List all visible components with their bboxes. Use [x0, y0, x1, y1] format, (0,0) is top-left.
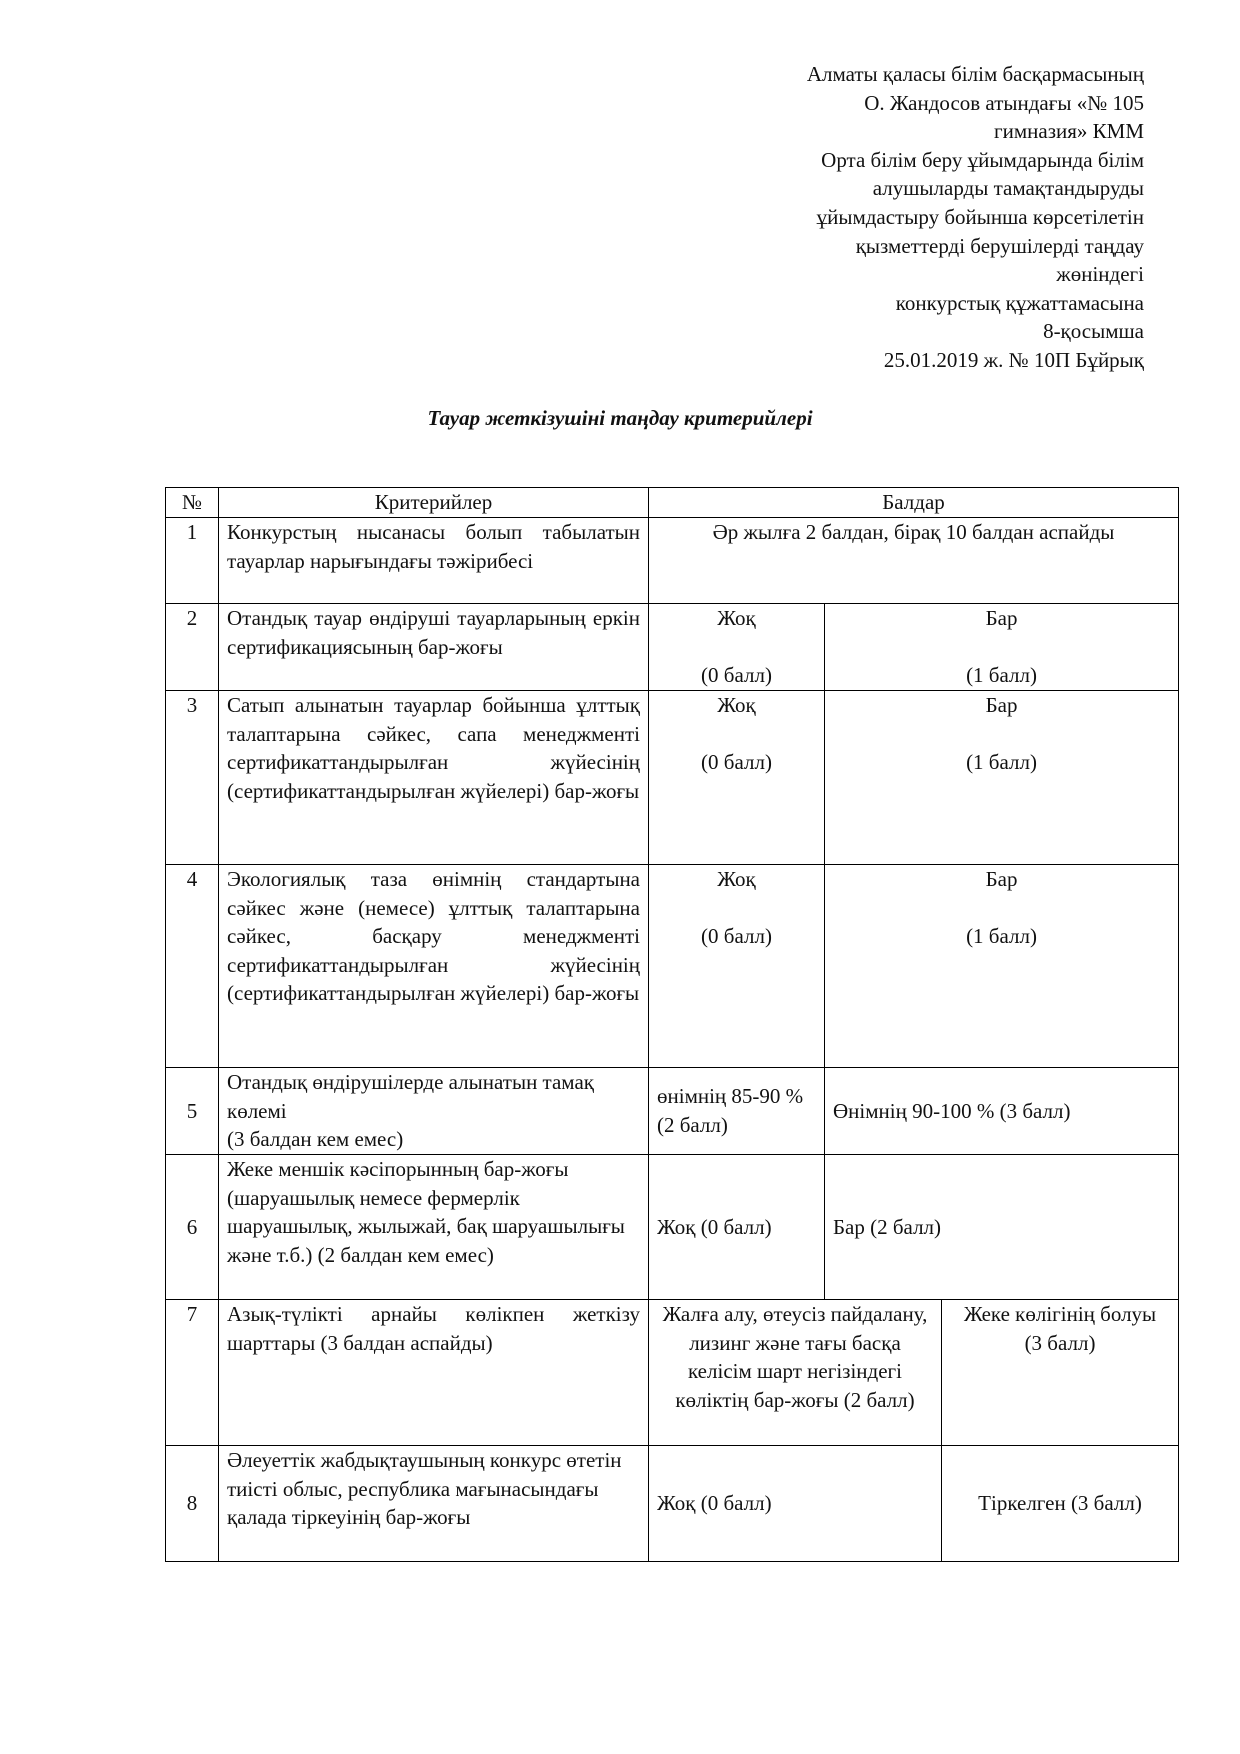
score-yes-label: Бар	[985, 867, 1018, 891]
score-option-b: Өнімнің 90-100 % (3 балл)	[825, 1068, 1179, 1155]
header-line: конкурстық құжаттамасына	[895, 290, 1144, 315]
criteria-cell: Азық-түлікті арнайы көлікпен жеткізу шарттары (3 балдан аспайды)	[219, 1300, 649, 1446]
header-line: 25.01.2019 ж. № 10П Бұйрық	[883, 347, 1144, 372]
header-points: Балдар	[649, 488, 1179, 518]
criteria-cell: Әлеуеттік жабдықтаушының конкурс өтетін тиісті облыс, республика мағынасындағы қалада тіркеуінің бар-жоғы	[219, 1446, 649, 1562]
score-option-b: Бар (2 балл)	[825, 1155, 1179, 1300]
score-no-cell	[649, 691, 825, 865]
score-yes-points: (1 балл)	[966, 663, 1037, 688]
score-no-points: (0 балл)	[701, 924, 772, 949]
row-number: 3	[166, 691, 219, 865]
criteria-table	[165, 487, 1179, 1562]
score-yes-cell	[825, 865, 1179, 1068]
table-row	[166, 1155, 1179, 1300]
header-line: 8-қосымша	[1043, 319, 1144, 344]
score-option-a: Жоқ (0 балл)	[649, 1446, 942, 1562]
score-yes-points: (1 балл)	[966, 750, 1037, 775]
header-line: алушыларды тамақтандыруды	[872, 176, 1144, 201]
table-row	[166, 865, 1179, 1068]
score-yes-cell	[825, 691, 1179, 865]
header-line: О. Жандосов атындағы «№ 105	[864, 90, 1144, 115]
table-row	[166, 518, 1179, 604]
score-no-cell	[649, 604, 825, 691]
header-line: қызметтерді берушілерді таңдау	[855, 233, 1144, 258]
header-line: ұйымдастыру бойынша көрсетілетін	[816, 204, 1144, 229]
criteria-cell: Жеке меншік кәсіпорынның бар-жоғы (шаруашылық немесе фермерлік шаруашылық, жылыжай, бақ шаруашылығы және т.б.) (2 балдан кем емес)	[219, 1155, 649, 1300]
score-option-b: Жеке көлігінің болуы (3 балл)	[942, 1300, 1179, 1446]
row-number: 7	[166, 1300, 219, 1446]
score-option-a: өнімнің 85-90 % (2 балл)	[649, 1068, 825, 1155]
score-option-a: Жалға алу, өтеусіз пайдалану, лизинг және тағы басқа келісім шарт негізіндегі көліктің бар-жоғы (2 балл)	[649, 1300, 942, 1446]
score-no-cell	[649, 865, 825, 1068]
header-num: №	[166, 488, 219, 518]
header-line: жөніндегі	[1056, 262, 1144, 287]
score-option-a: Жоқ (0 балл)	[649, 1155, 825, 1300]
score-no-label: Жоқ	[717, 606, 756, 630]
score-no-points: (0 балл)	[701, 663, 772, 688]
header-line: Алматы қаласы білім басқармасының	[806, 62, 1144, 86]
row-number: 6	[166, 1155, 219, 1300]
table-row	[166, 691, 1179, 865]
table-header-row	[166, 488, 1179, 518]
score-yes-label: Бар	[985, 693, 1018, 717]
table-row	[166, 1068, 1179, 1155]
header-line: гимназия» КММ	[994, 119, 1144, 144]
score-no-label: Жоқ	[717, 693, 756, 717]
score-option-b: Тіркелген (3 балл)	[942, 1446, 1179, 1562]
header-criteria: Критерийлер	[219, 488, 649, 518]
row-number: 4	[166, 865, 219, 1068]
score-no-label: Жоқ	[717, 867, 756, 891]
header-line: Орта білім беру ұйымдарында білім	[821, 147, 1144, 172]
criteria-cell: Отандық өндірушілерде алынатын тамақ көлемі (3 балдан кем емес)	[219, 1068, 649, 1155]
row-number: 8	[166, 1446, 219, 1562]
document-title: Тауар жеткізушіні таңдау критерийлері	[427, 406, 813, 430]
score-yes-points: (1 балл)	[966, 924, 1037, 949]
score-yes-cell	[825, 604, 1179, 691]
row-number: 2	[166, 604, 219, 691]
row-number: 1	[166, 518, 219, 604]
criteria-cell: Экологиялық таза өнімнің стандартына сәйкес және (немесе) ұлттық талаптарына сәйкес, басқару менеджменті сертификаттандырылған жүйесінің (сертификаттандырылған жүйелері) бар-жоғы	[219, 865, 649, 1068]
score-no-points: (0 балл)	[701, 750, 772, 775]
score-cell: Әр жылға 2 балдан, бірақ 10 балдан аспайды	[649, 518, 1179, 604]
table-row	[166, 1300, 1179, 1446]
criteria-cell: Отандық тауар өндіруші тауарларының еркін сертификациясының бар-жоғы	[219, 604, 649, 691]
row-number: 5	[166, 1068, 219, 1155]
table-row	[166, 1446, 1179, 1562]
table-row	[166, 604, 1179, 691]
score-yes-label: Бар	[985, 606, 1018, 630]
header-block	[807, 60, 1144, 375]
criteria-cell: Сатып алынатын тауарлар бойынша ұлттық талаптарына сәйкес, сапа менеджменті сертификаттандырылған жүйесінің (сертификаттандырылған жүйелері) бар-жоғы	[219, 691, 649, 865]
criteria-cell: Конкурстың нысанасы болып табылатын тауарлар нарығындағы тәжірибесі	[219, 518, 649, 604]
